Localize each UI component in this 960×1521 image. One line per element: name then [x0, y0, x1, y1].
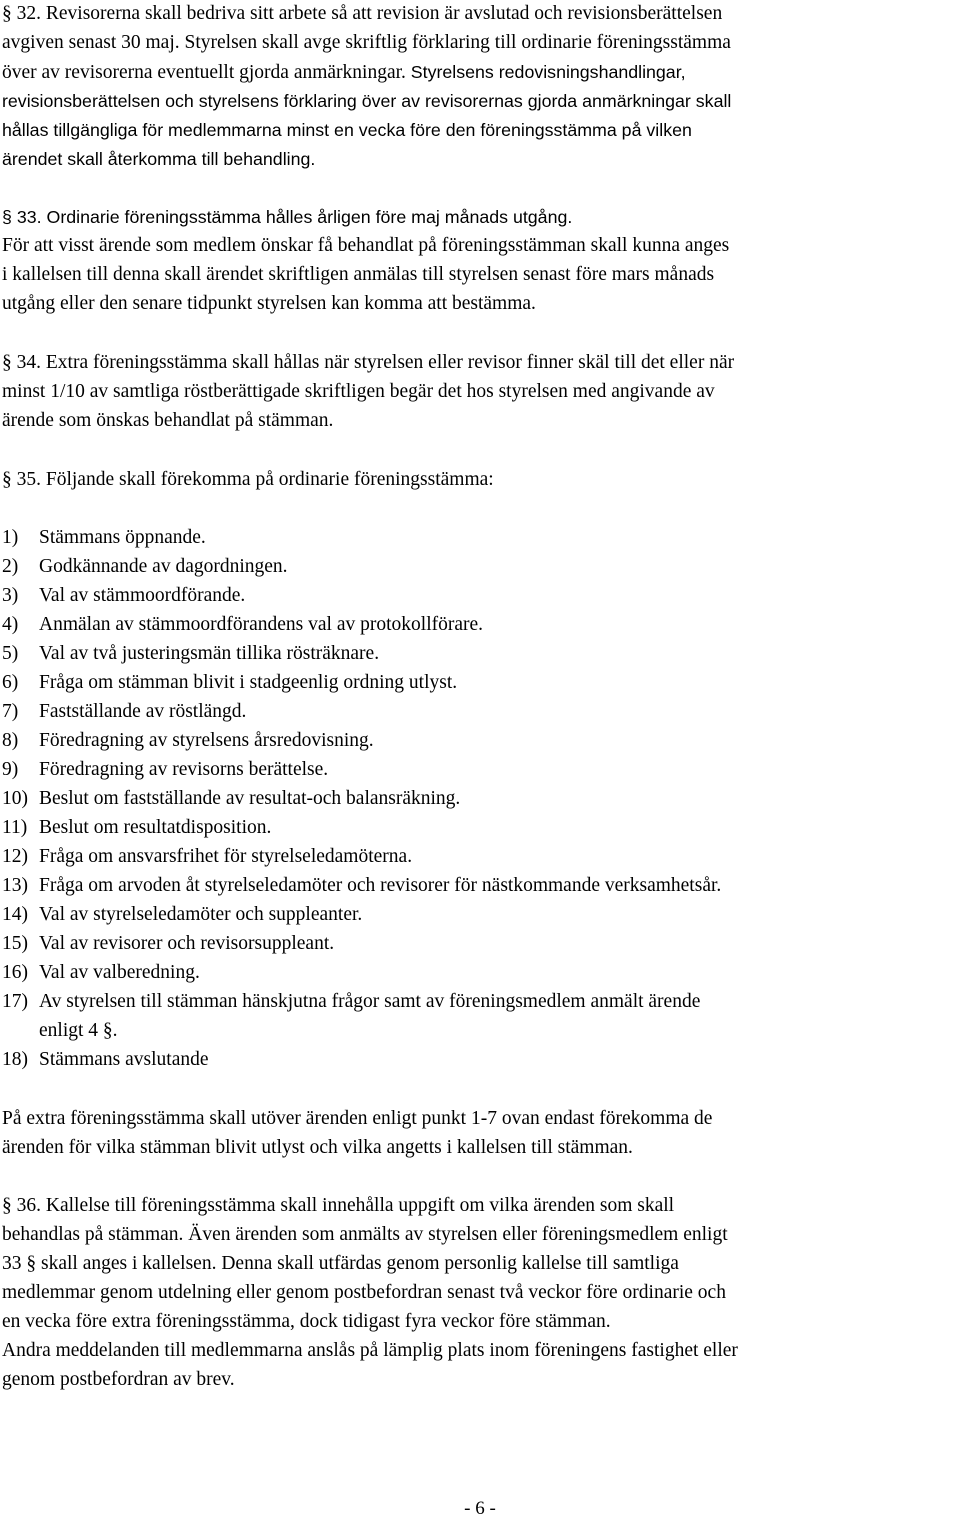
- agenda-item: 17) Av styrelsen till stämman hänskjutna frågor samt av föreningsmedlem anmält ärende: [2, 991, 701, 1012]
- agenda-item: 6) Fråga om stämman blivit i stadgeenlig ordning utlyst.: [2, 672, 458, 693]
- agenda-item: 1) Stämmans öppnande.: [2, 527, 206, 548]
- s36-line-5: en vecka före extra föreningsstämma, dock tidigast fyra veckor före stämman.: [2, 1311, 611, 1332]
- agenda-item: 16) Val av valberedning.: [2, 962, 200, 983]
- s36-line-3: 33 § skall anges i kallelsen. Denna skall utfärdas genom personlig kallelse till samtliga: [2, 1253, 679, 1274]
- agenda-item: 10) Beslut om fastställande av resultat-och balansräkning.: [2, 788, 461, 809]
- s36-heading: § 36. Kallelse till föreningsstämma skall innehålla uppgift om vilka ärenden som skall: [2, 1195, 675, 1216]
- agenda-item: 15) Val av revisorer och revisorsuppleant.: [2, 933, 335, 954]
- agenda-item: 13) Fråga om arvoden åt styrelseledamöter och revisorer för nästkommande verksamhetsår.: [2, 875, 722, 896]
- agenda-item: 3) Val av stämmoordförande.: [2, 585, 246, 606]
- page-number: - 6 -: [464, 1498, 496, 1519]
- s33-line-4: utgång eller den senare tidpunkt styrelsen kan komma att bestämma.: [2, 293, 536, 314]
- agenda-item: 14) Val av styrelseledamöter och suppleanter.: [2, 904, 363, 925]
- s36-line-6: Andra meddelanden till medlemmarna anslås på lämplig plats inom föreningens fastighet eller: [2, 1340, 738, 1361]
- s35-heading: § 35. Följande skall förekomma på ordinarie föreningsstämma:: [2, 469, 494, 490]
- s32-line-6: ärendet skall återkomma till behandling.: [2, 149, 316, 169]
- s33-line-3: i kallelsen till denna skall ärendet skriftligen anmälas till styrelsen senast före mars månads: [2, 264, 715, 285]
- s34-line-3: ärende som önskas behandlat på stämman.: [2, 410, 334, 431]
- agenda-item: 4) Anmälan av stämmoordförandens val av protokollförare.: [2, 614, 484, 635]
- agenda-item: 12) Fråga om ansvarsfrihet för styrelseledamöterna.: [2, 846, 413, 867]
- agenda-item: 18) Stämmans avslutande: [2, 1049, 209, 1070]
- s32-line-4: revisionsberättelsen och styrelsens förklaring över av revisorernas gjorda anmärkningar skall: [2, 91, 732, 111]
- s36-line-4: medlemmar genom utdelning eller genom postbefordran senast två veckor före ordinarie och: [2, 1282, 726, 1303]
- s32-line-3: över av revisorerna eventuellt gjorda anmärkningar. Styrelsens redovisningshandlingar,: [2, 62, 686, 83]
- s33-heading: § 33. Ordinarie föreningsstämma hålles årligen före maj månads utgång.: [2, 207, 573, 227]
- s35-closing-line-1: På extra föreningsstämma skall utöver ärenden enligt punkt 1-7 ovan endast förekomma de: [2, 1108, 713, 1129]
- s34-heading: § 34. Extra föreningsstämma skall hållas när styrelsen eller revisor finner skäl till det eller när: [2, 352, 735, 373]
- agenda-item: 2) Godkännande av dagordningen.: [2, 556, 288, 577]
- agenda-item: 9) Föredragning av revisorns berättelse.: [2, 759, 329, 780]
- s32-line-2: avgiven senast 30 maj. Styrelsen skall avge skriftlig förklaring till ordinarie föreningsstämma: [2, 32, 731, 53]
- s35-closing-line-2: ärenden för vilka stämman blivit utlyst och vilka angetts i kallelsen till stämman.: [2, 1137, 633, 1158]
- agenda-item-continuation: enligt 4 §.: [39, 1020, 118, 1041]
- s33-line-2: För att visst ärende som medlem önskar få behandlat på föreningsstämman skall kunna anges: [2, 235, 730, 256]
- agenda-item: 11) Beslut om resultatdisposition.: [2, 817, 272, 838]
- agenda-item: 5) Val av två justeringsmän tillika rösträknare.: [2, 643, 380, 664]
- s34-line-2: minst 1/10 av samtliga röstberättigade skriftligen begär det hos styrelsen med angivande av: [2, 381, 715, 402]
- agenda-item: 7) Fastställande av röstlängd.: [2, 701, 247, 722]
- s32-line-1: § 32. Revisorerna skall bedriva sitt arbete så att revision är avslutad och revisionsberättelsen: [2, 3, 723, 24]
- s32-line-5: hållas tillgängliga för medlemmarna minst en vecka före den föreningsstämma på vilken: [2, 120, 692, 140]
- agenda-item: 8) Föredragning av styrelsens årsredovisning.: [2, 730, 374, 751]
- s36-line-2: behandlas på stämman. Även ärenden som anmälts av styrelsen eller föreningsmedlem enligt: [2, 1224, 728, 1245]
- s36-line-7: genom postbefordran av brev.: [2, 1369, 235, 1390]
